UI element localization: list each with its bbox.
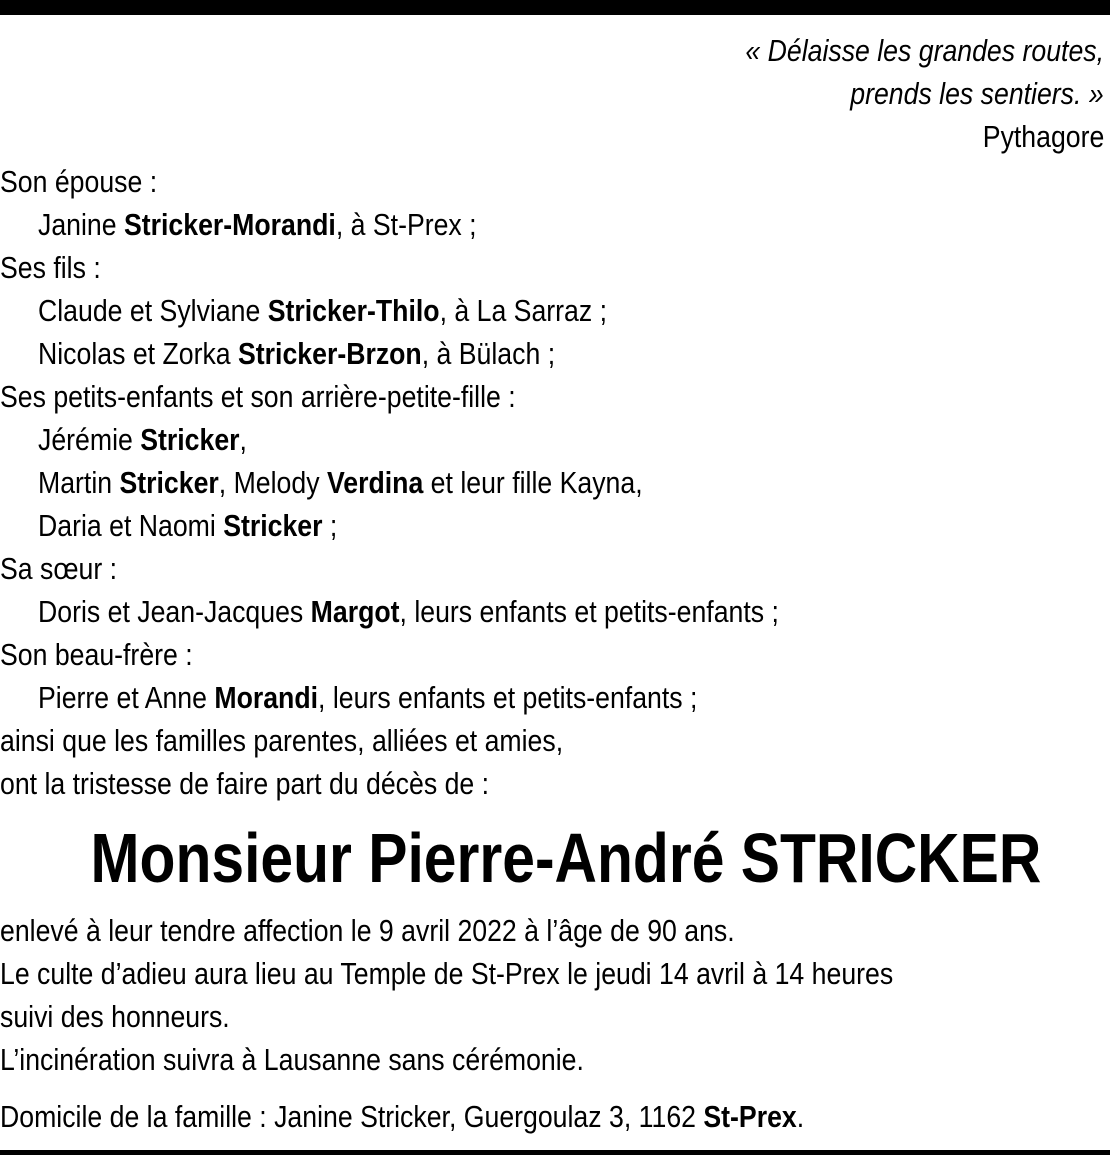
quote-author: Pythagore [982, 119, 1104, 154]
detail-line: Le culte d’adieu aura lieu au Temple de St-Prex le jeudi 14 avril à 14 heures [0, 956, 894, 991]
sister-label: Sa sœur : [0, 551, 118, 586]
domicile-line: Domicile de la famille : Janine Stricker, Guergoulaz 3, 1162 St-Prex. [0, 1099, 805, 1134]
son-entry: Claude et Sylviane Stricker-Thilo, à La Sarraz ; [38, 293, 608, 328]
grandchild-entry: Jérémie Stricker, [38, 422, 247, 457]
grandchild-entry: Daria et Naomi Stricker ; [38, 508, 338, 543]
bottom-border [0, 1150, 1110, 1155]
detail-line: enlevé à leur tendre affection le 9 avril 2022 à l’âge de 90 ans. [0, 913, 735, 948]
quote-block [0, 29, 1110, 158]
family-list [0, 160, 1110, 805]
deceased-name: Monsieur Pierre-André STRICKER [90, 819, 1042, 897]
detail-line: suivi des honneurs. [0, 999, 230, 1034]
grandchildren-label: Ses petits-enfants et son arrière-petite-fille : [0, 379, 516, 414]
quote-line: prends les sentiers. » [850, 76, 1104, 111]
quote-line: « Délaisse les grandes routes, [745, 33, 1104, 68]
detail-line: L’incinération suivra à Lausanne sans cérémonie. [0, 1042, 584, 1077]
brother-in-law-entry: Pierre et Anne Morandi, leurs enfants et petits-enfants ; [38, 680, 698, 715]
grandchild-entry: Martin Stricker, Melody Verdina et leur fille Kayna, [38, 465, 643, 500]
details-block [0, 909, 1110, 1138]
top-border [0, 0, 1110, 15]
son-entry: Nicolas et Zorka Stricker-Brzon, à Bülach ; [38, 336, 556, 371]
sister-entry: Doris et Jean-Jacques Margot, leurs enfants et petits-enfants ; [38, 594, 779, 629]
closing-line: ont la tristesse de faire part du décès de : [0, 766, 490, 801]
sons-label: Ses fils : [0, 250, 101, 285]
spouse-label: Son épouse : [0, 164, 158, 199]
brother-in-law-label: Son beau-frère : [0, 637, 193, 672]
spouse-entry: Janine Stricker-Morandi, à St-Prex ; [38, 207, 477, 242]
closing-line: ainsi que les familles parentes, alliées et amies, [0, 723, 564, 758]
